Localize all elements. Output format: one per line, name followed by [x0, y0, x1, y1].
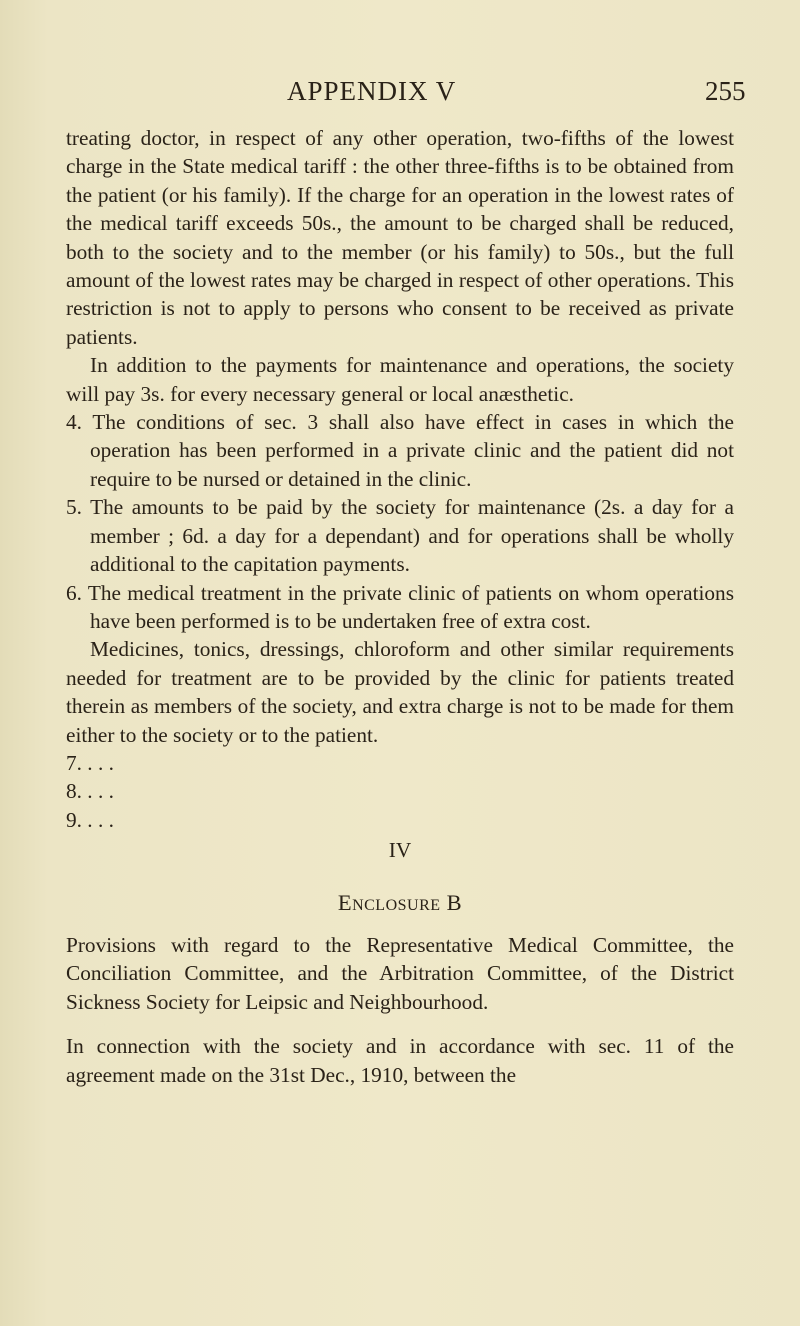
body-text	[66, 124, 734, 1089]
enclosure-heading: Enclosure B	[337, 889, 463, 915]
clause-7: 7. . . .	[66, 750, 114, 775]
section-heading-iv: IV	[388, 838, 412, 863]
paragraph-addition: In addition to the payments for maintenance and operations, the society will pay 3s. for every necessary general or local anæsthetic.	[66, 353, 734, 406]
running-title: APPENDIX V	[287, 76, 457, 106]
paragraph-connection: In connection with the society and in accordance with sec. 11 of the agreement made on the 31st Dec., 1910, between the	[66, 1034, 734, 1087]
paragraph-medicines: Medicines, tonics, dressings, chloroform and other similar requirements needed for treatment are to be provided by the clinic for patients treated therein as members of the society, and extra charge is not to be made for them either to the society or to the patient.	[66, 637, 734, 747]
paragraph-provisions: Provisions with regard to the Representative Medical Committee, the Conciliation Committee, and the Arbitration Committee, of the District Sickness Society for Leipsic and Neighbourhood.	[66, 932, 734, 1014]
clause-5: 5. The amounts to be paid by the society for maintenance (2s. a day for a member ; 6d. a day for a dependant) and for operations shall be wholly additional to the capitation payments.	[66, 495, 734, 577]
paragraph-continuation: treating doctor, in respect of any other operation, two-fifths of the lowest charge in the State medical tariff : the other three-fifths is to be obtained from the patient (or his family). If the charge for an operation in the lowest rates of the medical tariff exceeds 50s., the amount to be charged shall be reduced, both to the society and to the member (or his family) to 50s., but the full amount of the lowest rates may be charged in respect of other operations. This restriction is not to apply to persons who consent to be received as private patients.	[66, 126, 734, 349]
running-head	[0, 76, 800, 116]
clause-4: 4. The conditions of sec. 3 shall also have effect in cases in which the operation has been performed in a private clinic and the patient did not require to be nursed or detained in the clinic.	[66, 410, 734, 491]
clause-8: 8. . . .	[66, 779, 114, 804]
clause-9: 9. . . .	[66, 807, 114, 832]
clause-6: 6. The medical treatment in the private clinic of patients on whom operations have been performed is to be undertaken free of extra cost.	[66, 580, 734, 633]
page-number: 255	[705, 76, 746, 106]
